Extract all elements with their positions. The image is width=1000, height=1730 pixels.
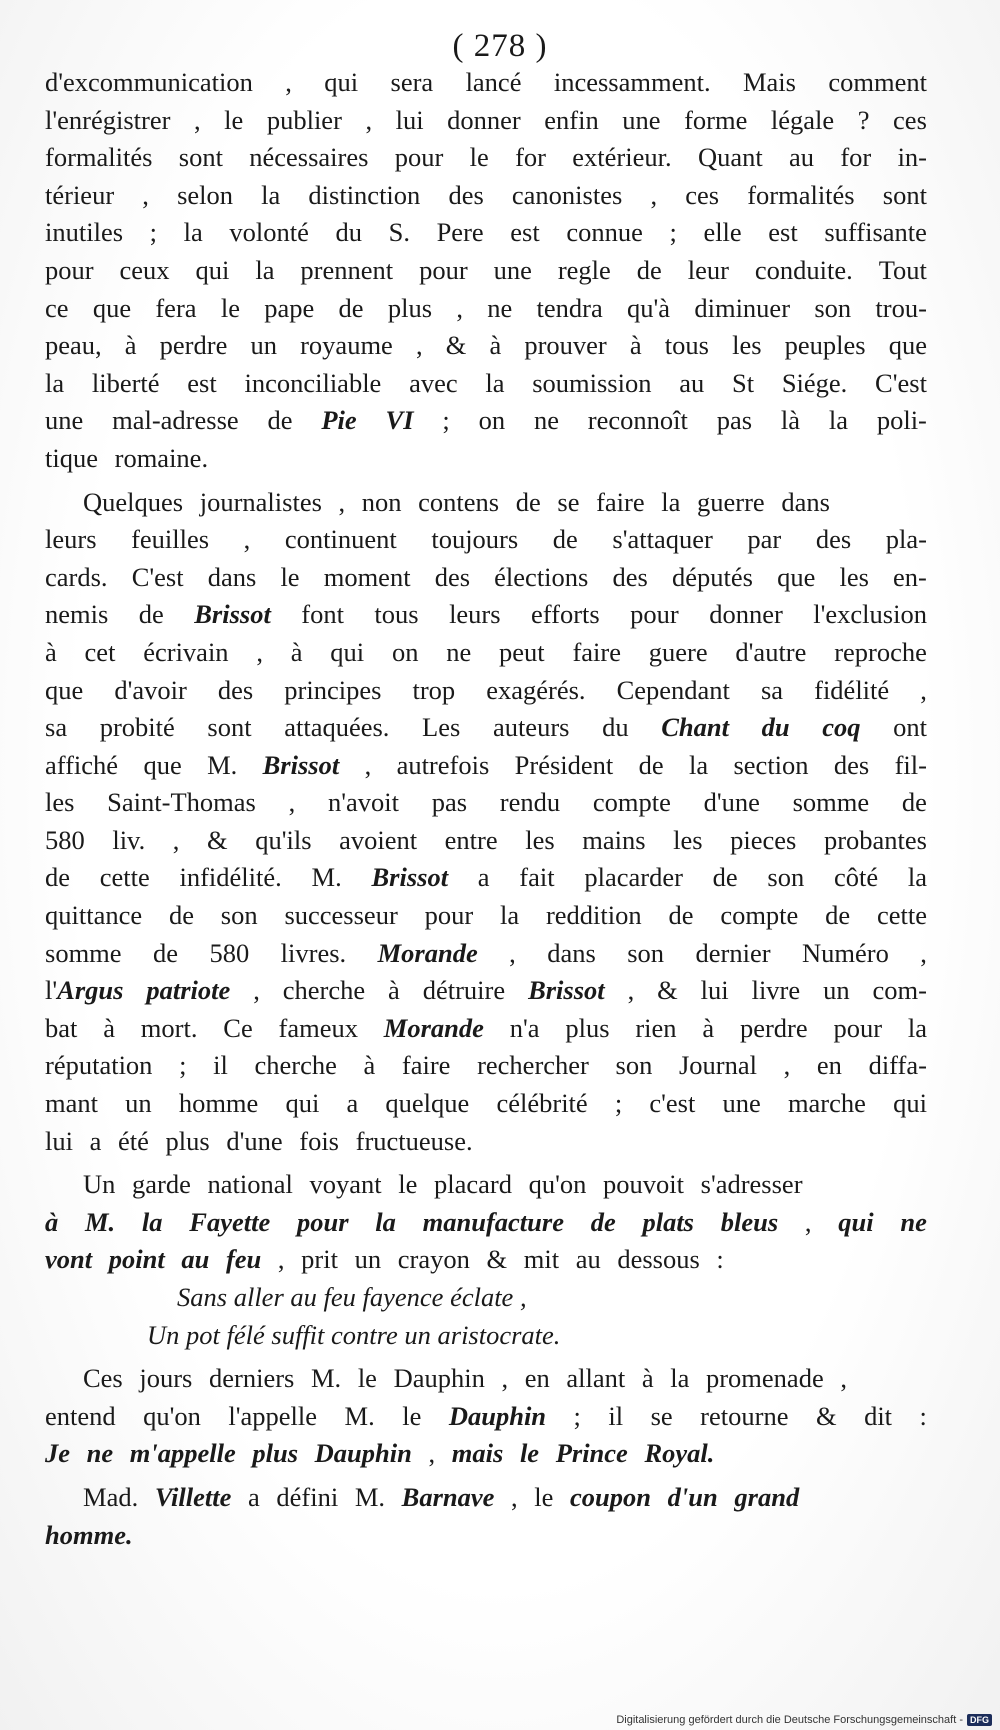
text-line: sa probité sont attaquées. Les auteurs du Chant du coq ont (45, 712, 927, 743)
text-line: Mad. Villette a défini M. Barnave , le coupon d'un grand (83, 1481, 800, 1512)
text-line: mant un homme qui a quelque célébrité ; c'est une marche qui (45, 1088, 927, 1119)
digitization-credit (616, 1714, 992, 1726)
text-line: tique romaine. (45, 442, 209, 473)
page-number: ( 278 ) (452, 28, 548, 64)
text-line: réputation ; il cherche à faire rechercher son Journal , en diffa- (45, 1050, 927, 1081)
text-line: à M. la Fayette pour la manufacture de plats bleus , qui ne (45, 1206, 927, 1237)
text-line: à cet écrivain , à qui on ne peut faire guere d'autre reproche (45, 636, 927, 667)
text-line: que d'avoir des principes trop exagérés. Cependant sa fidélité , (45, 674, 927, 705)
credit-text: Digitalisierung gefördert durch die Deutsche Forschungsgemeinschaft - (616, 1714, 963, 1726)
text-line: de cette infidélité. M. Brissot a fait placarder de son côté la (45, 862, 927, 893)
text-line: les Saint-Thomas , n'avoit pas rendu compte d'une somme de (45, 787, 927, 818)
text-line: Un garde national voyant le placard qu'on pouvoit s'adresser (83, 1169, 803, 1200)
text-line: homme. (45, 1519, 133, 1550)
text-line: la liberté est inconciliable avec la soumission au St Siége. C'est (45, 367, 927, 398)
text-line: peau, à perdre un royaume , & à prouver à tous les peuples que (45, 330, 927, 361)
text-line: d'excommunication , qui sera lancé incessamment. Mais comment (45, 67, 927, 97)
text-line: leurs feuilles , continuent toujours de s'attaquer par des pla- (45, 524, 927, 555)
text-line: affiché que M. Brissot , autrefois Président de la section des fil- (45, 749, 927, 780)
text-line: ce que fera le pape de plus , ne tendra qu'à diminuer son trou- (45, 292, 927, 323)
text-line: Un pot félé suffit contre un aristocrate. (147, 1319, 561, 1350)
text-line: somme de 580 livres. Morande , dans son dernier Numéro , (45, 937, 927, 968)
text-line: l'Argus patriote , cherche à détruire Brissot , & lui livre un com- (45, 975, 927, 1006)
text-line: bat à mort. Ce fameux Morande n'a plus rien à perdre pour la (45, 1012, 927, 1043)
text-line: inutiles ; la volonté du S. Pere est connue ; elle est suffisante (45, 217, 927, 248)
text-line: quittance de son successeur pour la reddition de compte de cette (45, 900, 927, 931)
text-line: térieur , selon la distinction des canonistes , ces formalités sont (45, 179, 927, 210)
text-line: cards. C'est dans le moment des élections des députés que les en- (45, 561, 927, 592)
body-text (45, 64, 927, 1554)
text-line: l'enrégistrer , le publier , lui donner enfin une forme légale ? ces (45, 104, 927, 135)
text-line: nemis de Brissot font tous leurs efforts pour donner l'exclusion (45, 599, 927, 630)
dfg-logo: DFG (967, 1714, 992, 1726)
text-line: Sans aller au feu fayence éclate , (177, 1282, 527, 1312)
text-line: pour ceux qui la prennent pour une regle de leur conduite. Tout (45, 254, 927, 285)
text-line: lui a été plus d'une fois fructueuse. (45, 1125, 473, 1156)
text-line: entend qu'on l'appelle M. le Dauphin ; il se retourne & dit : (45, 1400, 927, 1431)
text-line: une mal-adresse de Pie VI ; on ne reconnoît pas là la poli- (45, 405, 927, 436)
text-line: vont point au feu , prit un crayon & mit au dessous : (45, 1244, 724, 1275)
text-line: formalités sont nécessaires pour le for extérieur. Quant au for in- (45, 142, 927, 173)
text-line: Ces jours derniers M. le Dauphin , en allant à la promenade , (83, 1363, 847, 1394)
text-line: 580 liv. , & qu'ils avoient entre les mains les pieces probantes (45, 824, 927, 855)
text-line: Quelques journalistes , non contens de se faire la guerre dans (83, 486, 830, 517)
text-line: Je ne m'appelle plus Dauphin , mais le Prince Royal. (45, 1438, 715, 1469)
